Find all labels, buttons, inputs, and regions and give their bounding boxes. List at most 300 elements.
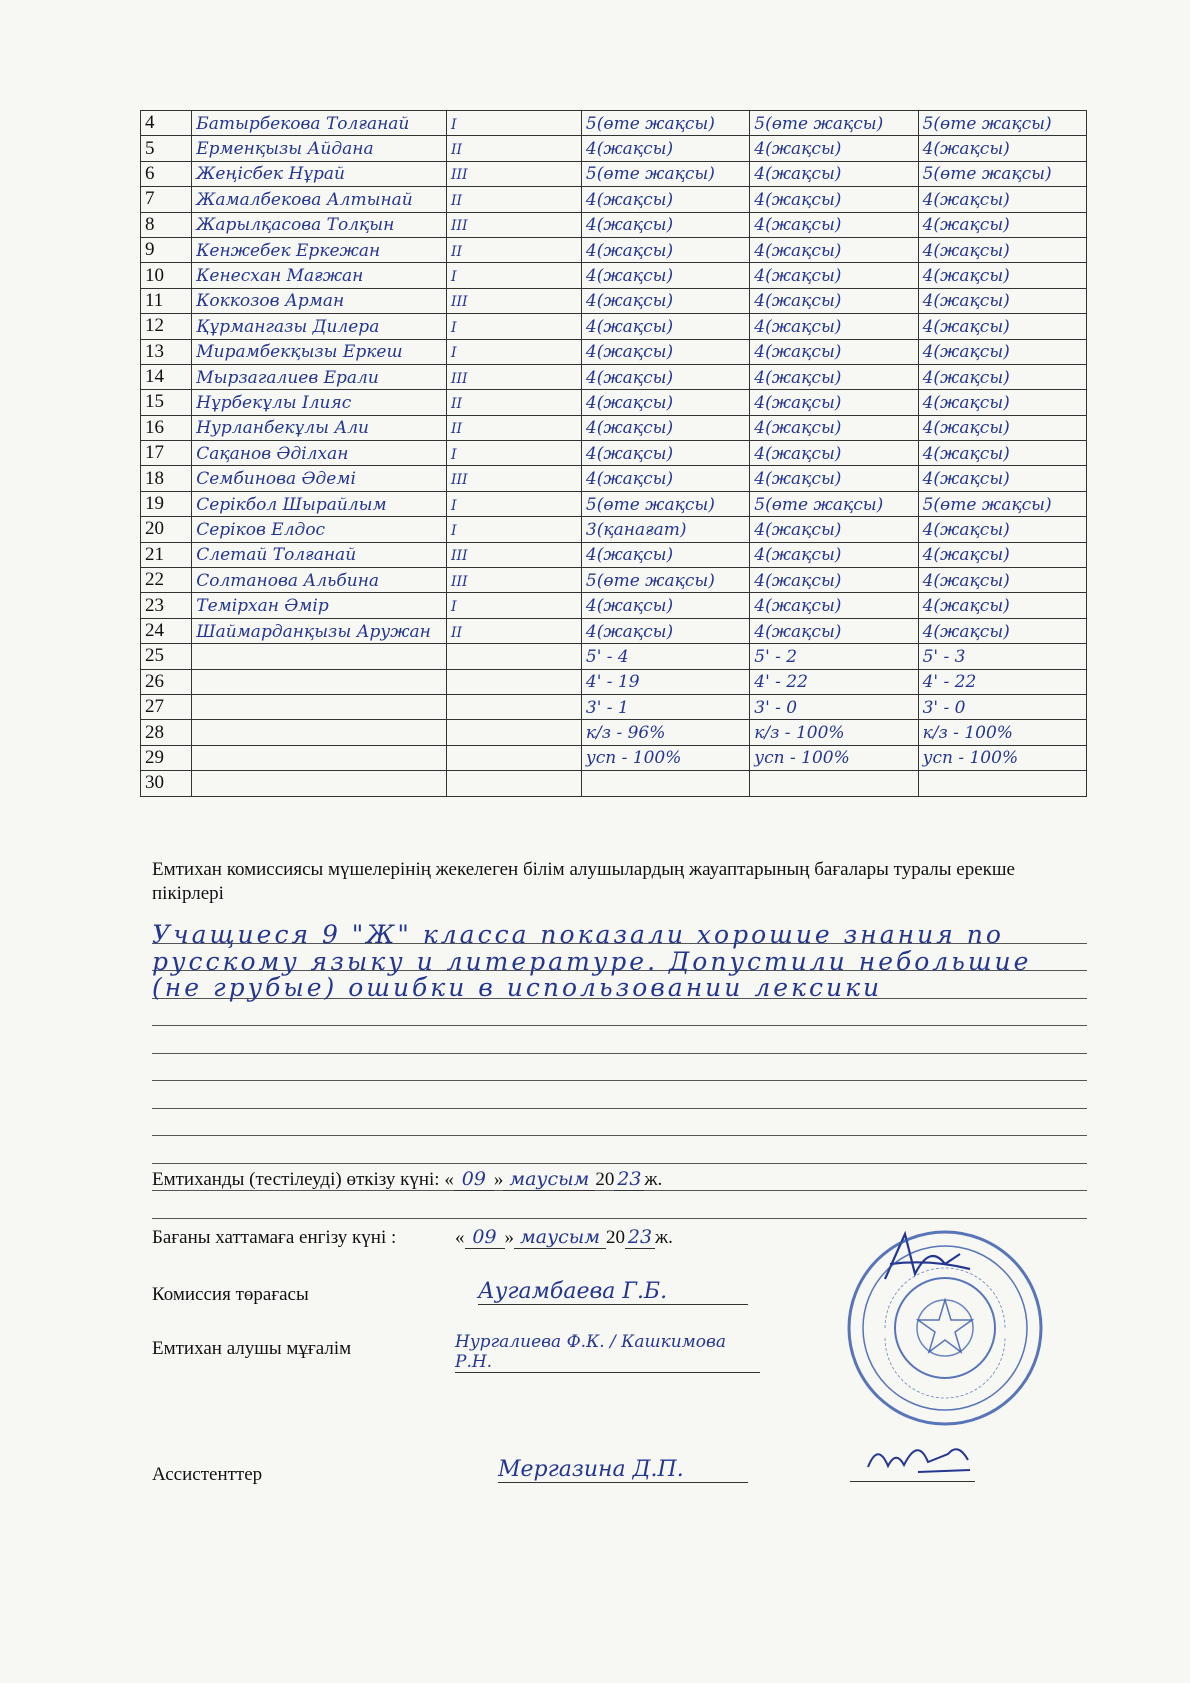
student-group: I	[451, 269, 457, 286]
student-name: Нурланбекұлы Али	[196, 418, 369, 439]
table-cell-student-name	[192, 415, 447, 440]
table-cell-student-group	[447, 364, 582, 389]
table-cell-grade-2	[750, 491, 918, 516]
table-cell-grade-2	[750, 364, 918, 389]
grade-3: 4' - 22	[922, 672, 977, 693]
exam-date-month: маусым	[503, 1168, 595, 1191]
row-number: 22	[145, 569, 164, 591]
grade-1: 4(жақсы)	[585, 189, 674, 210]
grade-3: 5(өте жақсы)	[922, 494, 1052, 515]
table-cell-grade-3	[918, 771, 1086, 796]
table-cell-grade-1	[581, 466, 749, 491]
grade-3: 4(жақсы)	[922, 469, 1010, 490]
table-cell-row-number	[141, 644, 192, 669]
table-cell-student-group	[447, 187, 582, 212]
table-cell-student-name	[192, 237, 447, 262]
entry-year-suffix: ж.	[655, 1227, 673, 1248]
grade-2: 4(жақсы)	[754, 621, 842, 642]
special-opinion-handwritten: Учащиеся 9 "Ж" класса показали хорошие знания по русскому языку и литературе. Допустили небольшие (не грубые) ошибки в использовании лексики	[152, 920, 1032, 1002]
row-number: 18	[145, 467, 164, 489]
student-name: Батырбекова Толғанай	[196, 113, 410, 134]
table-cell-grade-2	[750, 390, 918, 415]
table-cell-student-group	[447, 618, 582, 643]
table-cell-grade-3	[918, 263, 1086, 288]
grade-3: усп - 100%	[922, 748, 1019, 769]
entry-date-day: 09	[465, 1226, 505, 1249]
row-number: 28	[145, 721, 164, 743]
table-cell-grade-1	[581, 517, 749, 542]
student-group: I	[451, 522, 457, 539]
table-cell-row-number	[141, 694, 192, 719]
special-opinions-heading: Емтихан комиссиясы мүшелерінің жекелеген білім алушылардың жауаптарының бағалары туралы ерекше пікірлері	[152, 859, 1015, 904]
table-cell-row-number	[141, 364, 192, 389]
table-cell-grade-3	[918, 339, 1086, 364]
row-number: 7	[145, 188, 155, 210]
row-number: 24	[145, 620, 164, 641]
table-cell-grade-2	[750, 542, 918, 567]
grade-2: 4(жақсы)	[754, 469, 842, 490]
table-row	[141, 466, 1087, 491]
table-row	[141, 517, 1087, 542]
table-cell-grade-2	[750, 593, 918, 618]
table-cell-student-group	[447, 694, 582, 719]
table-cell-grade-3	[918, 466, 1086, 491]
table-cell-grade-1	[581, 644, 749, 669]
table-cell-grade-2	[750, 237, 918, 262]
table-cell-grade-3	[918, 288, 1086, 313]
assistants-row	[152, 1464, 262, 1486]
grade-1: усп - 100%	[585, 748, 682, 769]
table-cell-student-name	[192, 263, 447, 288]
table-cell-grade-2	[750, 466, 918, 491]
table-cell-grade-1	[581, 415, 749, 440]
commission-chair-name: Аугамбаева Г.Б.	[478, 1278, 748, 1305]
table-cell-grade-3	[918, 136, 1086, 161]
grade-3: 4(жақсы)	[922, 139, 1010, 160]
grade-1: 5(өте жақсы)	[585, 570, 715, 591]
row-number: 4	[145, 112, 155, 134]
assistants-label: Ассистенттер	[152, 1464, 263, 1485]
grade-3: 5(өте жақсы)	[922, 164, 1052, 185]
table-cell-student-name	[192, 466, 447, 491]
grade-3: 5(өте жақсы)	[922, 113, 1052, 134]
table-row	[141, 542, 1087, 567]
table-cell-grade-3	[918, 237, 1086, 262]
grade-2: 4(жақсы)	[754, 266, 842, 287]
table-cell-student-group	[447, 212, 582, 237]
table-cell-student-group	[447, 669, 582, 694]
table-cell-student-group	[447, 491, 582, 516]
table-cell-row-number	[141, 441, 192, 466]
student-name: Сақанов Әділхан	[196, 443, 349, 464]
table-cell-row-number	[141, 593, 192, 618]
table-cell-student-name	[192, 136, 447, 161]
table-cell-student-name	[192, 644, 447, 669]
table-cell-grade-3	[918, 593, 1086, 618]
grade-3: 4(жақсы)	[922, 392, 1010, 413]
table-cell-grade-3	[918, 720, 1086, 745]
student-group: II	[451, 624, 463, 641]
table-cell-grade-3	[918, 390, 1086, 415]
student-name: Солтанова Альбина	[196, 570, 380, 591]
grade-3: 4(жақсы)	[922, 596, 1010, 617]
official-seal	[845, 1228, 1045, 1428]
row-number: 10	[145, 264, 164, 286]
table-row	[141, 136, 1087, 161]
table-cell-grade-1	[581, 314, 749, 339]
table-cell-grade-3	[918, 517, 1086, 542]
grades-table	[140, 110, 1087, 797]
grade-3: 4(жақсы)	[922, 291, 1010, 312]
grade-3: 4(жақсы)	[922, 418, 1010, 439]
entry-date-month: маусым	[514, 1226, 606, 1249]
table-cell-student-group	[447, 136, 582, 161]
table-cell-student-name	[192, 339, 447, 364]
table-cell-row-number	[141, 288, 192, 313]
grade-1: 4(жақсы)	[585, 545, 674, 566]
student-group: III	[451, 573, 468, 590]
grade-2: 5(өте жақсы)	[754, 494, 884, 515]
grade-1: 3(қанағат)	[585, 519, 687, 540]
student-group: II	[451, 395, 463, 412]
table-cell-grade-3	[918, 669, 1086, 694]
table-cell-row-number	[141, 491, 192, 516]
table-cell-row-number	[141, 390, 192, 415]
row-number: 17	[145, 442, 164, 464]
grade-2: 4(жақсы)	[754, 291, 842, 312]
table-cell-grade-2	[750, 339, 918, 364]
table-cell-student-name	[192, 364, 447, 389]
table-cell-grade-2	[750, 669, 918, 694]
grade-2: к/з - 100%	[754, 723, 845, 744]
table-cell-grade-1	[581, 542, 749, 567]
table-cell-student-group	[447, 288, 582, 313]
grade-3: 4(жақсы)	[922, 545, 1010, 566]
row-number: 15	[145, 391, 164, 413]
table-cell-student-group	[447, 314, 582, 339]
table-cell-row-number	[141, 669, 192, 694]
table-cell-student-name	[192, 593, 447, 618]
table-cell-grade-1	[581, 441, 749, 466]
table-cell-grade-3	[918, 542, 1086, 567]
exam-date-day: 09	[454, 1168, 494, 1191]
table-cell-grade-2	[750, 187, 918, 212]
table-cell-grade-2	[750, 263, 918, 288]
table-cell-grade-1	[581, 111, 749, 136]
student-group: III	[451, 370, 468, 387]
table-cell-row-number	[141, 466, 192, 491]
grade-1: 4(жақсы)	[585, 215, 674, 236]
table-cell-row-number	[141, 339, 192, 364]
table-cell-grade-2	[750, 517, 918, 542]
table-cell-grade-1	[581, 694, 749, 719]
assistant-signature	[858, 1432, 978, 1482]
grade-1: 5(өте жақсы)	[585, 494, 715, 515]
grade-2: 3' - 0	[754, 697, 798, 718]
assistant-name: Мергазина Д.П.	[498, 1456, 748, 1483]
table-cell-grade-1	[581, 771, 749, 796]
student-name: Кенжебек Еркежан	[196, 240, 381, 261]
grade-2: 5' - 2	[754, 646, 798, 667]
table-cell-grade-3	[918, 745, 1086, 770]
row-number: 11	[145, 289, 164, 311]
grade-2: 4(жақсы)	[754, 189, 842, 210]
table-cell-grade-2	[750, 771, 918, 796]
table-cell-grade-1	[581, 390, 749, 415]
table-cell-grade-2	[750, 314, 918, 339]
grade-3: 4(жақсы)	[922, 443, 1010, 464]
student-name: Нұрбекұлы Ілияс	[196, 392, 352, 413]
student-group: III	[451, 548, 468, 565]
table-cell-grade-2	[750, 111, 918, 136]
table-cell-student-name	[192, 390, 447, 415]
table-cell-grade-1	[581, 491, 749, 516]
table-cell-student-name	[192, 771, 447, 796]
exam-date-row: Емтиханды (тестілеуді) өткізу күні: « 09 » маусым 20 23 ж.	[152, 1168, 663, 1190]
row-number: 21	[145, 543, 164, 565]
table-cell-grade-1	[581, 745, 749, 770]
table-cell-grade-1	[581, 187, 749, 212]
table-cell-grade-1	[581, 161, 749, 186]
table-cell-student-name	[192, 745, 447, 770]
grade-3: 4(жақсы)	[922, 266, 1010, 287]
table-cell-student-group	[447, 466, 582, 491]
grade-3: 4(жақсы)	[922, 570, 1010, 591]
table-cell-student-name	[192, 542, 447, 567]
table-cell-grade-3	[918, 644, 1086, 669]
table-cell-grade-3	[918, 161, 1086, 186]
grade-2: 4(жақсы)	[754, 519, 842, 540]
student-group: I	[451, 345, 457, 362]
table-cell-grade-1	[581, 136, 749, 161]
table-row	[141, 593, 1087, 618]
table-cell-grade-2	[750, 415, 918, 440]
student-group: I	[451, 497, 457, 514]
table-cell-student-name	[192, 288, 447, 313]
grade-2: 4' - 22	[754, 672, 808, 693]
grade-1: 4' - 19	[585, 672, 640, 693]
table-cell-row-number	[141, 237, 192, 262]
student-name: Темірхан Әмір	[196, 596, 329, 617]
table-cell-grade-1	[581, 593, 749, 618]
examiner-label: Емтихан алушы мұғалім	[152, 1338, 352, 1359]
grade-3: 4(жақсы)	[922, 189, 1010, 210]
examiner-row	[152, 1338, 351, 1360]
grade-2: 4(жақсы)	[754, 443, 842, 464]
table-cell-student-name	[192, 720, 447, 745]
table-cell-grade-1	[581, 364, 749, 389]
table-cell-student-name	[192, 441, 447, 466]
table-row	[141, 441, 1087, 466]
exam-date-year-prefix: 20	[595, 1169, 615, 1190]
table-cell-row-number	[141, 568, 192, 593]
table-cell-student-group	[447, 771, 582, 796]
grade-1: к/з - 96%	[585, 723, 666, 744]
student-group: III	[451, 167, 468, 184]
row-number: 25	[145, 645, 164, 667]
student-name: Жеңісбек Нұрай	[196, 164, 345, 185]
table-row	[141, 364, 1087, 389]
table-cell-student-name	[192, 618, 447, 643]
table-cell-grade-3	[918, 441, 1086, 466]
grade-1: 4(жақсы)	[585, 443, 674, 464]
student-name: Кенесхан Мағжан	[196, 266, 364, 287]
student-name: Слетай Толғанай	[196, 545, 357, 566]
table-row	[141, 212, 1087, 237]
student-name: Мирамбекқызы Еркеш	[196, 342, 403, 363]
table-cell-grade-1	[581, 720, 749, 745]
table-cell-student-name	[192, 669, 447, 694]
student-name: Жарылқасова Толқын	[196, 215, 395, 236]
student-group: I	[451, 599, 457, 616]
row-number: 26	[145, 670, 164, 692]
exam-date-label: Емтиханды (тестілеуді) өткізу күні: «	[152, 1169, 454, 1190]
grade-3: 4(жақсы)	[922, 367, 1010, 388]
table-cell-student-group	[447, 593, 582, 618]
table-row	[141, 618, 1087, 643]
table-row	[141, 644, 1087, 669]
table-cell-student-group	[447, 568, 582, 593]
table-cell-student-group	[447, 542, 582, 567]
table-cell-row-number	[141, 618, 192, 643]
table-row	[141, 568, 1087, 593]
grade-2: 4(жақсы)	[754, 164, 842, 185]
grade-1: 4(жақсы)	[585, 469, 674, 490]
table-cell-student-name	[192, 212, 447, 237]
row-number: 23	[145, 594, 164, 616]
grade-2: 4(жақсы)	[754, 367, 842, 388]
grade-2: 4(жақсы)	[754, 316, 842, 337]
table-cell-student-group	[447, 745, 582, 770]
table-cell-grade-1	[581, 568, 749, 593]
table-row	[141, 694, 1087, 719]
table-cell-grade-1	[581, 669, 749, 694]
table-row	[141, 187, 1087, 212]
table-cell-student-group	[447, 720, 582, 745]
table-cell-student-group	[447, 415, 582, 440]
table-row	[141, 771, 1087, 796]
table-cell-grade-3	[918, 491, 1086, 516]
table-cell-grade-1	[581, 237, 749, 262]
table-cell-grade-2	[750, 161, 918, 186]
grade-1: 4(жақсы)	[585, 291, 674, 312]
grade-3: 5' - 3	[922, 646, 966, 667]
table-cell-row-number	[141, 771, 192, 796]
row-number: 8	[145, 213, 155, 235]
grade-3: 4(жақсы)	[922, 342, 1010, 363]
grade-1: 4(жақсы)	[585, 342, 674, 363]
table-row	[141, 720, 1087, 745]
entry-date-row: Бағаны хаттамаға енгізу күні : « 09 » маусым 20 23 ж.	[152, 1226, 673, 1248]
table-row	[141, 339, 1087, 364]
commission-chair-label: Комиссия төрағасы	[152, 1284, 309, 1305]
row-number: 13	[145, 340, 164, 362]
table-cell-grade-2	[750, 568, 918, 593]
table-cell-grade-2	[750, 136, 918, 161]
student-group: II	[451, 421, 463, 438]
student-name: Құрмангазы Дилера	[196, 316, 380, 337]
student-group: II	[451, 243, 463, 260]
row-number: 27	[145, 696, 164, 718]
table-cell-student-name	[192, 161, 447, 186]
student-name: Мырзагалиев Ерали	[196, 367, 379, 388]
grade-1: 4(жақсы)	[585, 367, 674, 388]
table-cell-student-group	[447, 339, 582, 364]
examiner-name: Нургалиева Ф.К. / Кашкимова Р.Н.	[455, 1332, 760, 1373]
row-number: 6	[145, 162, 155, 184]
table-cell-grade-3	[918, 212, 1086, 237]
table-cell-student-group	[447, 441, 582, 466]
entry-date-year: 23	[625, 1226, 655, 1249]
grade-2: 4(жақсы)	[754, 570, 842, 591]
exam-date-year: 23	[614, 1168, 644, 1191]
row-number: 19	[145, 493, 164, 515]
table-cell-grade-3	[918, 364, 1086, 389]
table-cell-student-name	[192, 568, 447, 593]
student-name: Сембинова Әдемі	[196, 469, 356, 490]
table-cell-grade-2	[750, 441, 918, 466]
student-name: Серікбол Шырайлым	[196, 494, 387, 515]
grade-3: 4(жақсы)	[922, 240, 1010, 261]
table-row	[141, 314, 1087, 339]
grade-1: 4(жақсы)	[585, 621, 674, 642]
grade-1: 4(жақсы)	[585, 392, 674, 413]
table-cell-row-number	[141, 161, 192, 186]
table-cell-student-name	[192, 491, 447, 516]
table-row	[141, 390, 1087, 415]
table-cell-grade-2	[750, 212, 918, 237]
grade-2: 4(жақсы)	[754, 240, 842, 261]
entry-date-label: Бағаны хаттамаға енгізу күні :	[152, 1227, 397, 1248]
student-group: II	[451, 192, 463, 209]
grade-1: 5(өте жақсы)	[585, 113, 715, 134]
row-number: 20	[145, 518, 164, 540]
grade-1: 4(жақсы)	[585, 596, 674, 617]
table-cell-grade-2	[750, 694, 918, 719]
commission-chair-row	[152, 1284, 309, 1306]
grade-1: 5' - 4	[585, 646, 629, 667]
table-cell-grade-3	[918, 111, 1086, 136]
grade-1: 5(өте жақсы)	[585, 164, 715, 185]
table-cell-grade-1	[581, 339, 749, 364]
row-number: 5	[145, 137, 155, 159]
table-cell-student-name	[192, 517, 447, 542]
table-cell-grade-3	[918, 187, 1086, 212]
table-row	[141, 415, 1087, 440]
student-name: Ерменқызы Айдана	[196, 139, 374, 160]
grade-3: 4(жақсы)	[922, 519, 1010, 540]
table-cell-row-number	[141, 187, 192, 212]
table-cell-student-name	[192, 694, 447, 719]
row-number: 9	[145, 239, 155, 261]
grade-1: 4(жақсы)	[585, 316, 674, 337]
table-cell-row-number	[141, 542, 192, 567]
row-number: 30	[145, 772, 164, 794]
table-cell-grade-3	[918, 568, 1086, 593]
table-row	[141, 745, 1087, 770]
table-cell-row-number	[141, 263, 192, 288]
table-cell-student-name	[192, 187, 447, 212]
table-row	[141, 288, 1087, 313]
table-cell-student-group	[447, 263, 582, 288]
table-cell-grade-2	[750, 745, 918, 770]
table-row	[141, 263, 1087, 288]
grade-2: 4(жақсы)	[754, 139, 842, 160]
table-cell-grade-3	[918, 618, 1086, 643]
student-group: III	[451, 472, 468, 489]
student-group: III	[451, 294, 468, 311]
table-row	[141, 111, 1087, 136]
